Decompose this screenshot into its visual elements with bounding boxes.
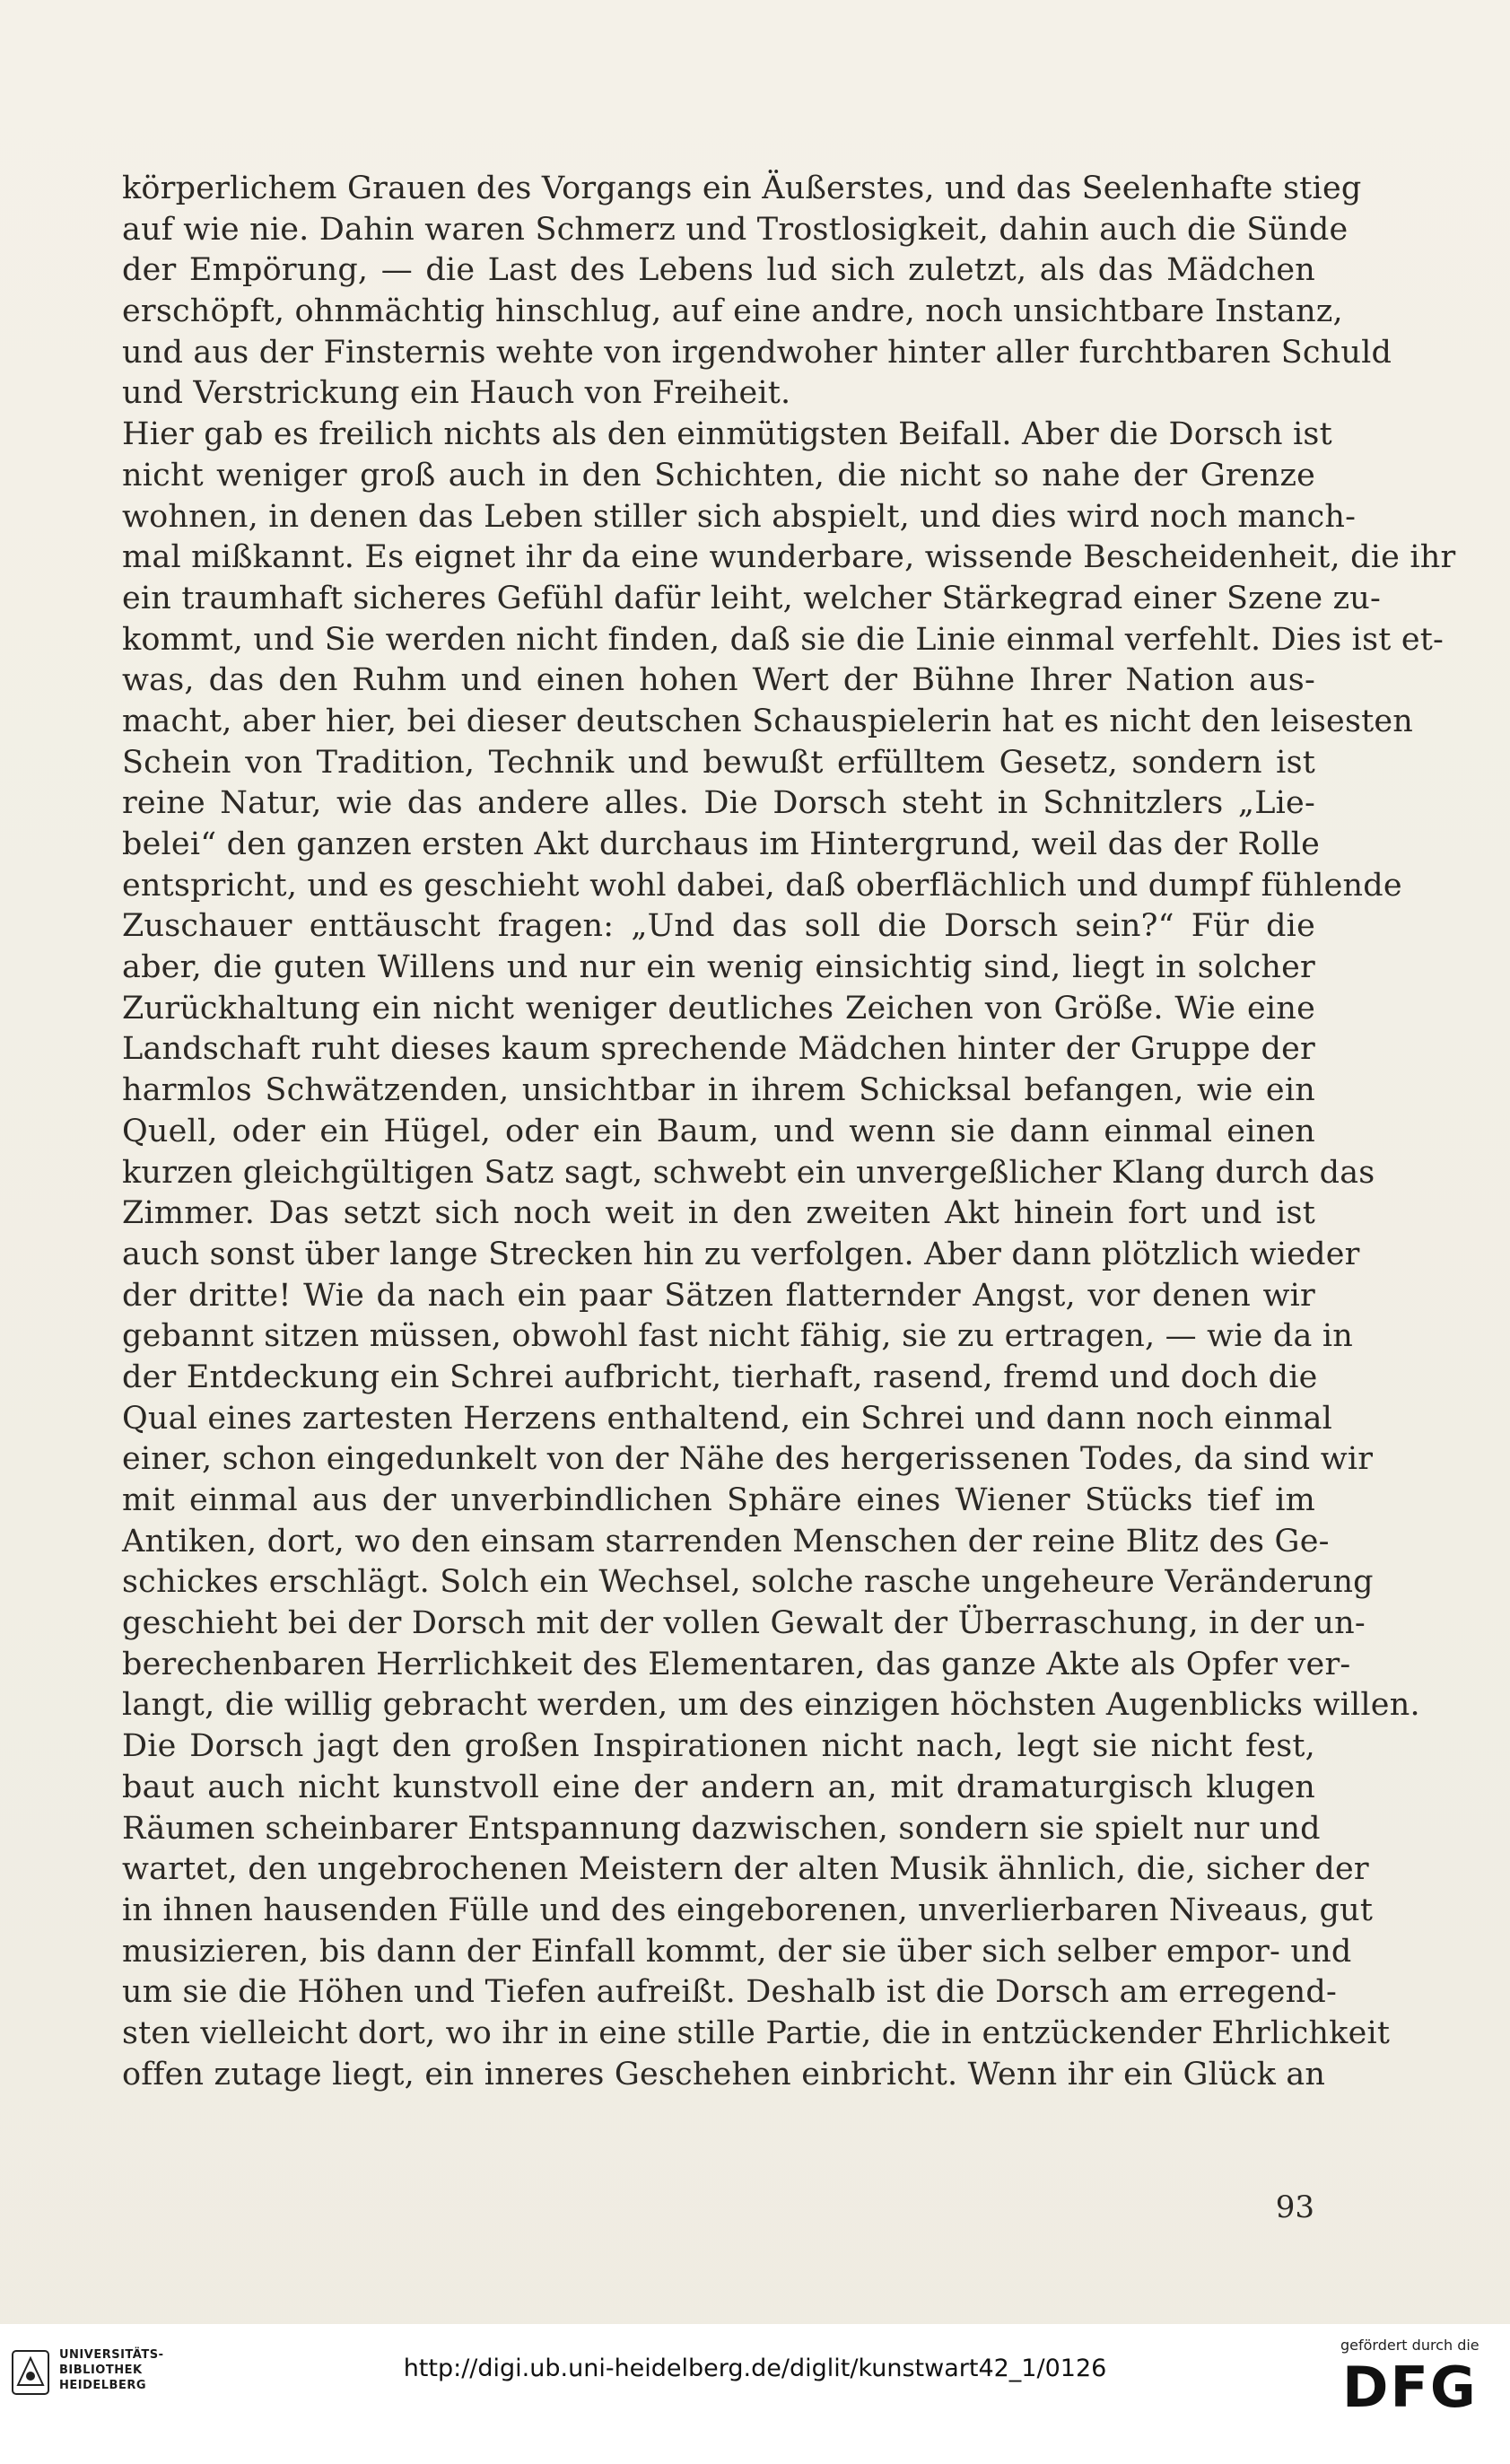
text-line: schickes erschlägt. Solch ein Wechsel, solche rasche ungeheure Veränderung bbox=[122, 1564, 1374, 1601]
text-line: und Verstrickung ein Hauch von Freiheit. bbox=[122, 375, 791, 412]
text-line: geschieht bei der Dorsch mit der vollen Gewalt der Überraschung, in der un- bbox=[122, 1605, 1366, 1642]
text-line: erschöpft, ohnmächtig hinschlug, auf eine andre, noch unsichtbare Instanz, bbox=[122, 293, 1343, 330]
sponsor-caption: gefördert durch die bbox=[1340, 2337, 1479, 2354]
text-line: einer, schon eingedunkelt von der Nähe des hergerissenen Todes, da sind wir bbox=[122, 1441, 1374, 1478]
text-line: baut auch nicht kunstvoll eine der andern an, mit dramaturgisch klugen bbox=[122, 1769, 1315, 1805]
text-line: harmlos Schwätzenden, unsichtbar in ihrem Schicksal befangen, wie ein bbox=[122, 1072, 1315, 1109]
text-line: entspricht, und es geschieht wohl dabei, daß oberflächlich und dumpf fühlende bbox=[122, 867, 1402, 904]
text-line: Die Dorsch jagt den großen Inspirationen nicht nach, legt sie nicht fest, bbox=[122, 1728, 1315, 1765]
page-number: 93 bbox=[1275, 2189, 1314, 2225]
text-line: und aus der Finsternis wehte von irgendwoher hinter aller furchtbaren Schuld bbox=[122, 334, 1392, 371]
text-line: reine Natur, wie das andere alles. Die Dorsch steht in Schnitzlers „Lie- bbox=[122, 785, 1315, 822]
text-line: körperlichem Grauen des Vorgangs ein Äußerstes, und das Seelenhafte stieg bbox=[122, 170, 1362, 206]
text-line: gebannt sitzen müssen, obwohl fast nicht fähig, sie zu ertragen, — wie da in bbox=[122, 1318, 1354, 1355]
text-line: der dritte! Wie da nach ein paar Sätzen flatternder Angst, vor denen wir bbox=[122, 1277, 1315, 1314]
text-line: auch sonst über lange Strecken hin zu verfolgen. Aber dann plötzlich wieder bbox=[122, 1236, 1360, 1272]
text-line: kommt, und Sie werden nicht finden, daß sie die Linie einmal verfehlt. Dies ist et- bbox=[122, 621, 1445, 658]
institution-line-2: BIBLIOTHEK bbox=[59, 2364, 143, 2377]
source-url-link[interactable]: http://digi.ub.uni-heidelberg.de/diglit/kunstwart42_1/0126 bbox=[403, 2355, 1107, 2382]
text-line: der Empörung, — die Last des Lebens lud sich zuletzt, als das Mädchen bbox=[122, 252, 1315, 289]
footer-bar bbox=[0, 2324, 1510, 2464]
text-line: Qual eines zartesten Herzens enthaltend, ein Schrei und dann noch einmal bbox=[122, 1400, 1333, 1437]
text-line: musizieren, bis dann der Einfall kommt, der sie über sich selber empor- und bbox=[122, 1933, 1352, 1970]
text-line: Zurückhaltung ein nicht weniger deutliches Zeichen von Größe. Wie eine bbox=[122, 990, 1315, 1027]
text-line: Landschaft ruht dieses kaum sprechende Mädchen hinter der Gruppe der bbox=[122, 1031, 1315, 1068]
text-line: was, das den Ruhm und einen hohen Wert der Bühne Ihrer Nation aus- bbox=[122, 662, 1315, 699]
text-line: wohnen, in denen das Leben stiller sich abspielt, und dies wird noch manch- bbox=[122, 498, 1357, 535]
text-line: auf wie nie. Dahin waren Schmerz und Trostlosigkeit, dahin auch die Sünde bbox=[122, 211, 1349, 248]
text-line: macht, aber hier, bei dieser deutschen Schauspielerin hat es nicht den leisesten bbox=[122, 703, 1414, 739]
text-line: der Entdeckung ein Schrei aufbricht, tierhaft, rasend, fremd und doch die bbox=[122, 1359, 1318, 1395]
dfg-logo: DFG bbox=[1342, 2355, 1478, 2420]
text-line: Zuschauer enttäuscht fragen: „Und das soll die Dorsch sein?“ Für die bbox=[122, 908, 1315, 945]
text-line: langt, die willig gebracht werden, um des einzigen höchsten Augenblicks willen. bbox=[122, 1687, 1420, 1724]
text-line: ein traumhaft sicheres Gefühl dafür leiht, welcher Stärkegrad einer Szene zu- bbox=[122, 580, 1382, 616]
text-line: Räumen scheinbarer Entspannung dazwischen, sondern sie spielt nur und bbox=[122, 1810, 1321, 1847]
text-line: mit einmal aus der unverbindlichen Sphäre eines Wiener Stücks tief im bbox=[122, 1482, 1315, 1518]
body-text bbox=[122, 169, 1456, 2095]
text-line: wartet, den ungebrochenen Meistern der alten Musik ähnlich, die, sicher der bbox=[122, 1851, 1369, 1888]
text-line: aber, die guten Willens und nur ein wenig einsichtig sind, liegt in solcher bbox=[122, 949, 1315, 986]
text-line: belei“ den ganzen ersten Akt durchaus im Hintergrund, weil das der Rolle bbox=[122, 826, 1321, 862]
text-line: Zimmer. Das setzt sich noch weit in den zweiten Akt hinein fort und ist bbox=[122, 1195, 1315, 1232]
text-line: mal mißkannt. Es eignet ihr da eine wunderbare, wissende Bescheidenheit, die ihr bbox=[122, 539, 1456, 576]
text-line: kurzen gleichgültigen Satz sagt, schwebt ein unvergeßlicher Klang durch das bbox=[122, 1154, 1375, 1191]
text-line: Hier gab es freilich nichts als den einmütigsten Beifall. Aber die Dorsch ist bbox=[122, 416, 1332, 453]
text-line: Antiken, dort, wo den einsam starrenden Menschen der reine Blitz des Ge- bbox=[122, 1523, 1330, 1560]
institution-line-3: HEIDELBERG bbox=[59, 2379, 147, 2392]
text-line: Quell, oder ein Hügel, oder ein Baum, und wenn sie dann einmal einen bbox=[122, 1113, 1315, 1149]
text-line: Schein von Tradition, Technik und bewußt erfülltem Gesetz, sondern ist bbox=[122, 744, 1315, 781]
text-line: offen zutage liegt, ein inneres Geschehen einbricht. Wenn ihr ein Glück an bbox=[122, 2056, 1326, 2093]
text-line: um sie die Höhen und Tiefen aufreißt. Deshalb ist die Dorsch am erregend- bbox=[122, 1974, 1337, 2011]
institution-line-1: UNIVERSITÄTS- bbox=[59, 2348, 164, 2362]
text-line: sten vielleicht dort, wo ihr in eine stille Partie, die in entzückender Ehrlichkeit bbox=[122, 2014, 1391, 2051]
text-line: berechenbaren Herrlichkeit des Elementaren, das ganze Akte als Opfer ver- bbox=[122, 1646, 1351, 1682]
text-line: nicht weniger groß auch in den Schichten, die nicht so nahe der Grenze bbox=[122, 457, 1315, 494]
text-line: in ihnen hausenden Fülle und des eingeborenen, unverlierbaren Niveaus, gut bbox=[122, 1892, 1374, 1928]
